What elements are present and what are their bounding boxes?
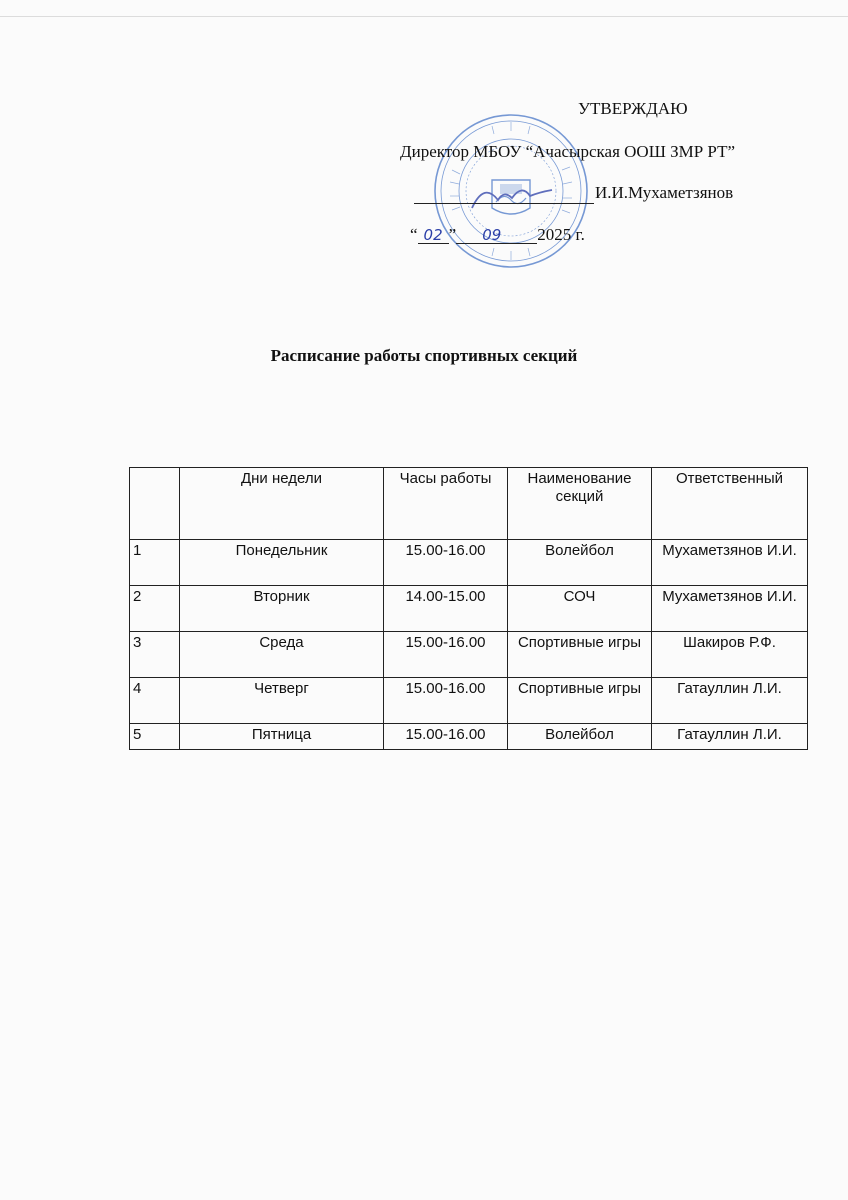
director-name: И.И.Мухаметзянов [595,183,734,202]
row-day: Среда [180,632,384,678]
row-section: Спортивные игры [508,678,652,724]
row-number: 5 [130,724,180,750]
row-day: Вторник [180,586,384,632]
date-year: 2025 г. [537,225,585,244]
row-hours: 14.00-15.00 [384,586,508,632]
approval-date [410,226,585,244]
row-number: 3 [130,632,180,678]
row-section: СОЧ [508,586,652,632]
table-row [130,586,808,632]
row-responsible: Гатауллин Л.И. [652,678,808,724]
row-hours: 15.00-16.00 [384,540,508,586]
table-row [130,632,808,678]
official-seal [432,112,590,270]
row-hours: 15.00-16.00 [384,678,508,724]
signature-line [414,203,594,204]
document-title: Расписание работы спортивных секций [270,346,578,365]
table-row [130,678,808,724]
approval-heading: УТВЕРЖДАЮ [578,99,688,118]
scan-edge-line [0,16,848,17]
row-hours: 15.00-16.00 [384,724,508,750]
header-responsible: Ответственный [652,468,808,540]
row-number: 2 [130,586,180,632]
row-responsible: Мухаметзянов И.И. [652,586,808,632]
date-open-quote: “ [410,225,418,244]
table-row [130,724,808,750]
date-month: 09 [456,228,537,244]
header-hours: Часы работы [384,468,508,540]
row-section: Спортивные игры [508,632,652,678]
header-day: Дни недели [180,468,384,540]
row-day: Понедельник [180,540,384,586]
header-section: Наименование секций [508,468,652,540]
date-day: 02 [418,228,449,244]
row-responsible: Шакиров Р.Ф. [652,632,808,678]
row-responsible: Мухаметзянов И.И. [652,540,808,586]
row-responsible: Гатауллин Л.И. [652,724,808,750]
date-close-quote: ” [448,225,457,244]
row-number: 4 [130,678,180,724]
row-number: 1 [130,540,180,586]
row-day: Четверг [180,678,384,724]
table-row [130,540,808,586]
row-hours: 15.00-16.00 [384,632,508,678]
schedule-table [129,467,808,750]
row-section: Волейбол [508,724,652,750]
table-header-row [130,468,808,540]
header-number [130,468,180,540]
row-day: Пятница [180,724,384,750]
director-position: Директор МБОУ “Ачасырская ООШ ЗМР РТ” [400,142,736,161]
row-section: Волейбол [508,540,652,586]
